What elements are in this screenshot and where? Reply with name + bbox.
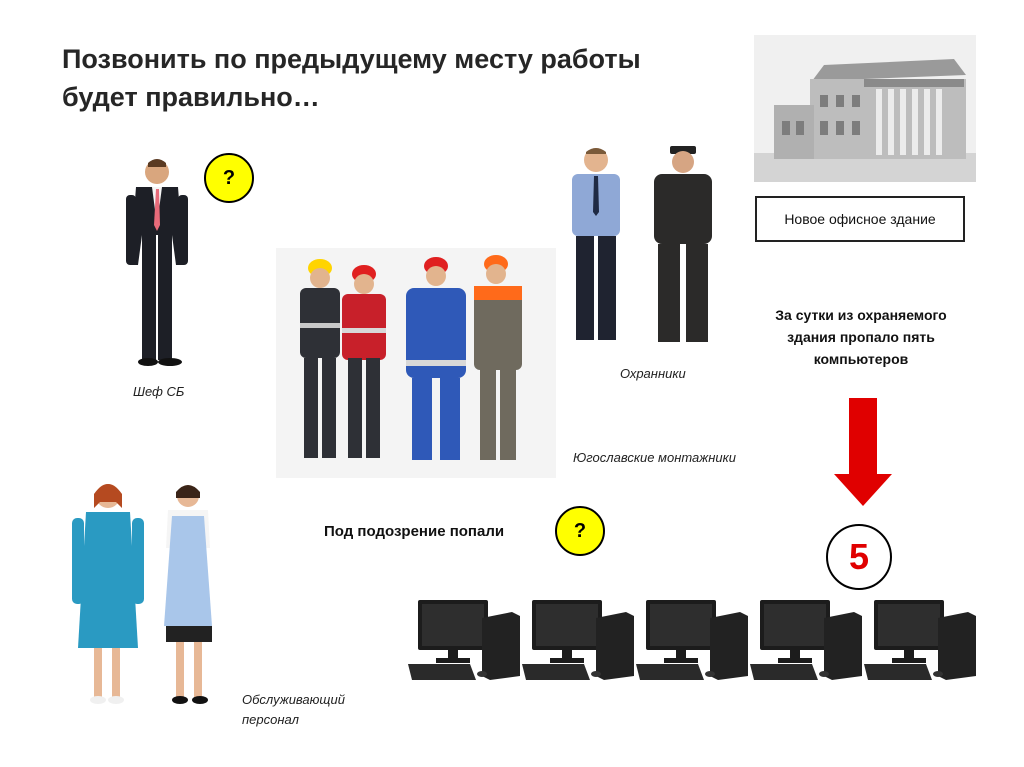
office-building-label: Новое офисное здание	[755, 196, 965, 242]
service-staff-label	[242, 690, 345, 730]
computers-row	[408, 592, 988, 688]
question-badge-suspects: ?	[555, 506, 605, 556]
computer-icon	[636, 592, 750, 686]
incident-line-3: компьютеров	[813, 351, 909, 367]
computer-icon	[750, 592, 864, 686]
computer-icon	[522, 592, 636, 686]
slide-title	[62, 40, 742, 116]
title-line-2: будет правильно…	[62, 82, 320, 112]
service-staff-label-line-2: персонал	[242, 712, 299, 727]
suspects-label: Под подозрение попали	[324, 523, 505, 540]
installers-photo	[276, 248, 556, 478]
computer-icon	[408, 592, 522, 686]
incident-line-1: За сутки из охраняемого	[775, 307, 947, 323]
question-badge-chief: ?	[204, 153, 254, 203]
missing-computers-count: 5	[826, 524, 892, 590]
arrow-down-icon	[834, 398, 892, 506]
title-line-1: Позвонить по предыдущему месту работы	[62, 44, 641, 74]
guards-label: Охранники	[620, 366, 686, 381]
computer-icon	[864, 592, 978, 686]
guards-photo	[560, 142, 726, 352]
chief-photo	[112, 155, 202, 370]
building-image	[754, 35, 976, 182]
service-staff-label-line-1: Обслуживающий	[242, 692, 345, 707]
installers-label: Югославские монтажники	[573, 450, 736, 465]
service-staff-photo	[68, 478, 234, 712]
chief-label: Шеф СБ	[133, 384, 185, 399]
incident-line-2: здания пропало пять	[787, 329, 935, 345]
incident-text	[745, 304, 977, 370]
